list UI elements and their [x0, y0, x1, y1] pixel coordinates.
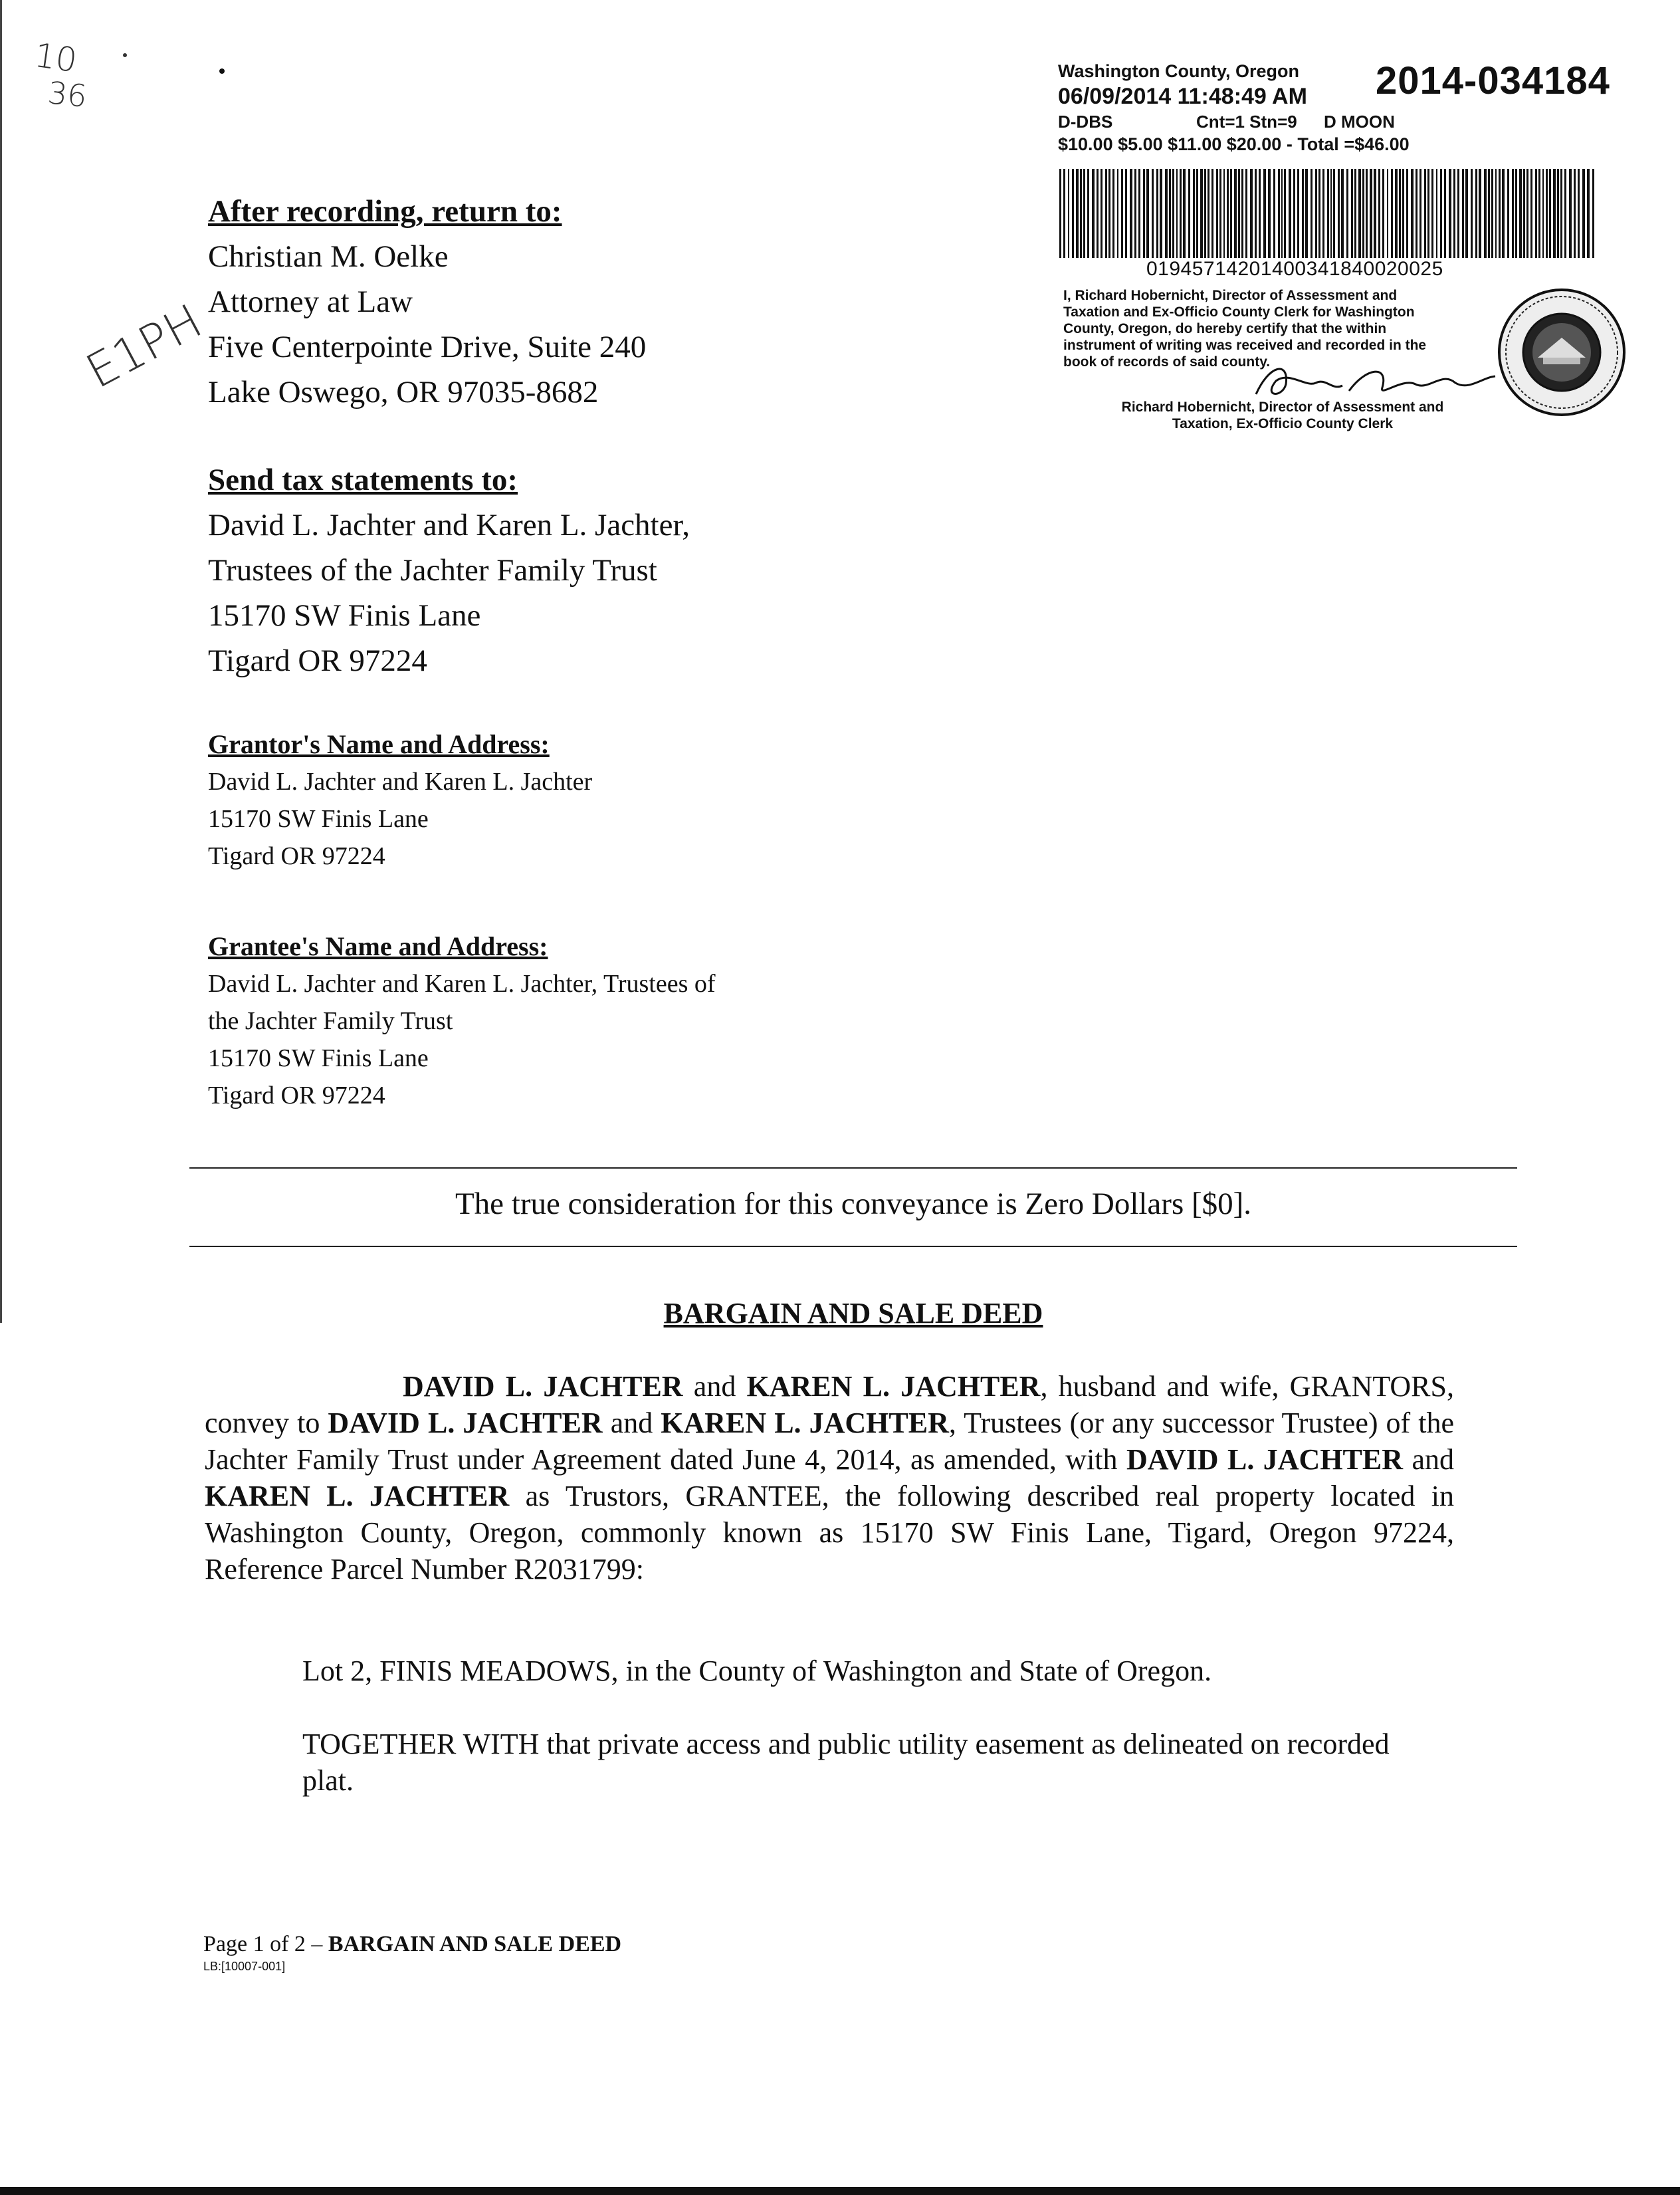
barcode-bar	[1278, 169, 1280, 258]
barcode-bar	[1402, 169, 1404, 258]
barcode-bar	[1208, 169, 1209, 258]
barcode-bar	[1216, 169, 1218, 258]
county-seal-icon	[1495, 286, 1628, 419]
recording-county: Washington County, Oregon	[1058, 61, 1299, 81]
tax-statements-line: 15170 SW Finis Lane	[208, 598, 481, 633]
barcode-bar	[1238, 169, 1240, 258]
barcode-bar	[1227, 169, 1229, 258]
barcode-bar	[1515, 169, 1517, 258]
barcode-bar	[1125, 169, 1127, 258]
barcode-bar	[1346, 169, 1348, 258]
barcode-bar	[1502, 169, 1505, 258]
barcode-bar	[1366, 169, 1368, 258]
barcode-bar	[1063, 169, 1065, 258]
easement-clause: TOGETHER WITH that private access and public utility easement as delineated on recorded plat.	[302, 1728, 1390, 1797]
barcode-bar	[1351, 169, 1353, 258]
barcode-bar	[1535, 169, 1537, 258]
barcode-bar	[1183, 169, 1186, 258]
barcode-bar	[1546, 169, 1548, 258]
barcode-bar	[1526, 169, 1528, 258]
barcode-bar	[1241, 169, 1243, 258]
barcode-bar	[1484, 169, 1487, 258]
page-number: Page 1 of 2 –	[203, 1932, 328, 1956]
barcode-bar	[1507, 169, 1509, 258]
barcode-bar	[1378, 169, 1380, 258]
barcode-bar	[1108, 169, 1110, 258]
barcode-bar	[1569, 169, 1572, 258]
barcode-bar	[1134, 169, 1136, 258]
return-to-line: Christian M. Oelke	[208, 239, 449, 274]
certification-text: I, Richard Hobernicht, Director of Assessment and Taxation and Ex-Officio County Clerk for Washington County, Oregon, do hereby certify that the within instrument of writing was received and recorded in the book of records of said county.	[1063, 288, 1427, 370]
barcode-bar	[1587, 169, 1590, 258]
barcode-bar	[1538, 169, 1540, 258]
barcode-bar	[1072, 169, 1074, 258]
barcode-bar	[1211, 169, 1213, 258]
barcode-bar	[1259, 169, 1261, 258]
grantee-line: Tigard OR 97224	[208, 1082, 385, 1109]
tax-statements-heading: Send tax statements to:	[208, 463, 518, 497]
barcode-bar	[1338, 169, 1340, 258]
barcode-bar	[1068, 169, 1069, 258]
barcode-bar	[1419, 169, 1421, 258]
barcode-icon	[1059, 169, 1599, 258]
barcode-bar	[1245, 169, 1247, 258]
barcode-bar	[1395, 169, 1398, 258]
scan-edge	[0, 0, 2, 1323]
barcode-bar	[1172, 169, 1174, 258]
return-to-line: Attorney at Law	[208, 285, 413, 319]
barcode-bar	[1165, 169, 1168, 258]
recording-datetime: 06/09/2014 11:48:49 AM	[1058, 84, 1307, 109]
barcode-bar	[1315, 169, 1317, 258]
tax-statements-line: Tigard OR 97224	[208, 643, 427, 678]
barcode-bar	[1250, 169, 1253, 258]
margin-note-code: E1PH	[77, 293, 211, 400]
footer-title: BARGAIN AND SALE DEED	[328, 1932, 622, 1956]
barcode-bar	[1462, 169, 1464, 258]
barcode-bar	[1574, 169, 1576, 258]
return-to-block	[208, 189, 646, 415]
barcode-bar	[1471, 169, 1473, 258]
barcode-bar	[1592, 169, 1594, 258]
grantor-heading: Grantor's Name and Address:	[208, 729, 550, 759]
barcode-bar	[1263, 169, 1266, 258]
grantee-heading: Grantee's Name and Address:	[208, 931, 548, 961]
barcode-bar	[1097, 169, 1099, 258]
barcode-bar	[1406, 169, 1408, 258]
barcode-bar	[1327, 169, 1329, 258]
barcode-bar	[1289, 169, 1291, 258]
barcode-bar	[1424, 169, 1426, 258]
barcode-bar	[1475, 169, 1477, 258]
clerk-signature-icon	[1249, 358, 1502, 404]
divider	[189, 1167, 1517, 1169]
barcode-bar	[1370, 169, 1372, 258]
barcode-bar	[1297, 169, 1299, 258]
barcode-bar	[1087, 169, 1089, 258]
barcode-number: 01945714201400341840020025	[1146, 258, 1443, 280]
barcode-bar	[1281, 169, 1283, 258]
barcode-bar	[1564, 169, 1566, 258]
grantor-line: Tigard OR 97224	[208, 842, 385, 870]
barcode-bar	[1169, 169, 1171, 258]
margin-note-number: 36	[46, 74, 89, 114]
barcode-bar	[1499, 169, 1501, 258]
barcode-bar	[1436, 169, 1437, 258]
barcode-bar	[1440, 169, 1442, 258]
barcode-bar	[1193, 169, 1195, 258]
barcode-bar	[1176, 169, 1178, 258]
recording-clerk: D MOON	[1324, 112, 1395, 132]
barcode-bar	[1557, 169, 1559, 258]
barcode-bar	[1293, 169, 1295, 258]
barcode-bar	[1358, 169, 1361, 258]
barcode-bar	[1542, 169, 1544, 258]
barcode-bar	[1453, 169, 1455, 258]
barcode-bar	[1302, 169, 1304, 258]
barcode-bar	[1333, 169, 1335, 258]
barcode-bar	[1230, 169, 1232, 258]
barcode-bar	[1117, 169, 1118, 258]
barcode-bar	[1160, 169, 1162, 258]
barcode-bar	[1101, 169, 1102, 258]
deed-title: BARGAIN AND SALE DEED	[663, 1297, 1043, 1329]
recording-doc-number: 2014-034184	[1376, 59, 1610, 102]
barcode-bar	[1188, 169, 1190, 258]
barcode-bar	[1362, 169, 1364, 258]
barcode-bar	[1083, 169, 1085, 258]
page-footer	[203, 1932, 621, 1957]
barcode-bar	[1268, 169, 1271, 258]
barcode-bar	[1311, 169, 1312, 258]
barcode-bar	[1146, 169, 1149, 258]
barcode-bar	[1479, 169, 1481, 258]
barcode-bar	[1223, 169, 1225, 258]
consideration-statement: The true consideration for this conveyance is Zero Dollars [$0].	[455, 1187, 1252, 1221]
barcode-bar	[1059, 169, 1061, 258]
deed-conveyance-paragraph: DAVID L. JACHTER and KAREN L. JACHTER, husband and wife, GRANTORS, convey to DAVID L. JACHTER and KAREN L. JACHTER, Trustees (or any successor Trustee) of the Jachter Family Trust under Agreement dated June 4, 2014, as amended, with DAVID L. JACHTER and KAREN L. JACHTER as Trustors, GRANTEE, the following described real property located in Washington County, Oregon, commonly known as 15170 SW Finis Lane, Tigard, Oregon 97224, Reference Parcel Number R2031799:	[205, 1370, 1455, 1585]
tax-statements-line: David L. Jachter and Karen L. Jachter,	[208, 508, 690, 542]
divider	[189, 1246, 1517, 1247]
signer-title: Richard Hobernicht, Director of Assessment and Taxation, Ex-Officio County Clerk	[1121, 400, 1444, 431]
barcode-bar	[1219, 169, 1221, 258]
barcode-bar	[1457, 169, 1459, 258]
barcode-bar	[1553, 169, 1556, 258]
barcode-bar	[1305, 169, 1308, 258]
grantee-line: 15170 SW Finis Lane	[208, 1044, 429, 1072]
barcode-bar	[1411, 169, 1414, 258]
margin-dot	[123, 53, 127, 57]
grantee-line: the Jachter Family Trust	[208, 1007, 453, 1035]
recording-fees: $10.00 $5.00 $11.00 $20.00 - Total =$46.00	[1058, 134, 1410, 154]
barcode-bar	[1322, 169, 1324, 258]
barcode-bar	[1431, 169, 1433, 258]
barcode-bar	[1130, 169, 1132, 258]
barcode-bar	[1488, 169, 1490, 258]
barcode-bar	[1465, 169, 1468, 258]
recording-counts: Cnt=1 Stn=9	[1196, 112, 1297, 132]
barcode-bar	[1200, 169, 1203, 258]
barcode-bar	[1092, 169, 1095, 258]
tax-statements-line: Trustees of the Jachter Family Trust	[208, 553, 657, 588]
barcode-bar	[1495, 169, 1497, 258]
barcode-bar	[1354, 169, 1356, 258]
barcode-bar	[1387, 169, 1388, 258]
grantor-line: David L. Jachter and Karen L. Jachter	[208, 768, 593, 796]
barcode-bar	[1578, 169, 1580, 258]
recording-code: D-DBS	[1058, 112, 1113, 132]
grantor-block	[208, 726, 592, 875]
barcode-bar	[1105, 169, 1107, 258]
barcode-bar	[1138, 169, 1140, 258]
tax-statements-block	[208, 457, 690, 683]
barcode-bar	[1121, 169, 1123, 258]
barcode-bar	[1444, 169, 1446, 258]
barcode-bar	[1549, 169, 1551, 258]
barcode-bar	[1374, 169, 1376, 258]
barcode-bar	[1076, 169, 1079, 258]
grantee-block	[208, 928, 716, 1114]
barcode-bar	[1204, 169, 1206, 258]
barcode-bar	[1318, 169, 1320, 258]
scan-edge-bottom	[0, 2187, 1680, 2195]
barcode-bar	[1582, 169, 1585, 258]
legal-description: Lot 2, FINIS MEADOWS, in the County of Washington and State of Oregon.	[302, 1655, 1212, 1687]
barcode-bar	[1399, 169, 1401, 258]
barcode-bar	[1416, 169, 1418, 258]
barcode-bar	[1143, 169, 1145, 258]
grantee-line: David L. Jachter and Karen L. Jachter, Trustees of	[208, 970, 716, 998]
barcode-bar	[1196, 169, 1198, 258]
barcode-bar	[1156, 169, 1158, 258]
barcode-bar	[1512, 169, 1514, 258]
margin-note-number: 10	[32, 35, 80, 80]
barcode-bar	[1523, 169, 1525, 258]
barcode-bar	[1427, 169, 1429, 258]
barcode-bar	[1273, 169, 1275, 258]
barcode-bar	[1449, 169, 1451, 258]
return-to-heading: After recording, return to:	[208, 194, 562, 229]
barcode-bar	[1080, 169, 1082, 258]
barcode-bar	[1284, 169, 1286, 258]
barcode-bar	[1112, 169, 1114, 258]
barcode-bar	[1560, 169, 1562, 258]
barcode-bar	[1152, 169, 1154, 258]
barcode-bar	[1234, 169, 1237, 258]
barcode-bar	[1491, 169, 1493, 258]
grantor-line: 15170 SW Finis Lane	[208, 805, 429, 833]
barcode-bar	[1519, 169, 1522, 258]
margin-dot	[219, 68, 225, 74]
barcode-bar	[1330, 169, 1332, 258]
return-to-line: Five Centerpointe Drive, Suite 240	[208, 330, 647, 364]
barcode-bar	[1530, 169, 1532, 258]
barcode-bar	[1391, 169, 1393, 258]
barcode-bar	[1341, 169, 1344, 258]
barcode-bar	[1180, 169, 1182, 258]
barcode-bar	[1255, 169, 1257, 258]
return-to-line: Lake Oswego, OR 97035-8682	[208, 375, 599, 409]
footer-code: LB:[10007-001]	[203, 1960, 286, 1973]
barcode-bar	[1382, 169, 1384, 258]
